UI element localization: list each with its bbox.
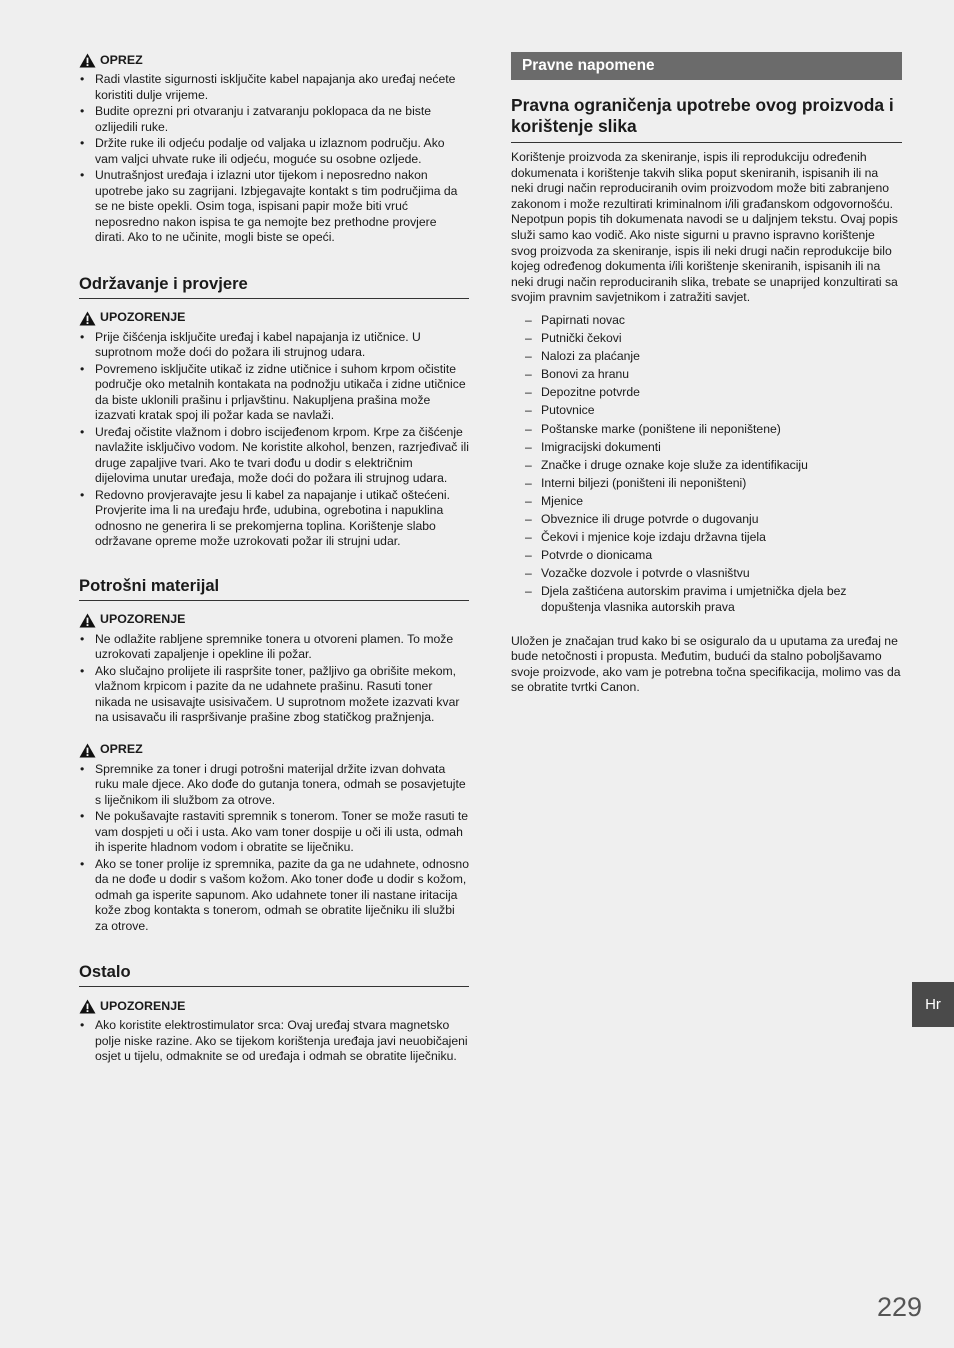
list-item: – Imigracijski dokumenti bbox=[511, 440, 902, 456]
notice-list bbox=[79, 72, 469, 246]
section-title-consumables: Potrošni materijal bbox=[79, 576, 469, 601]
list-item: • Prije čišćenja isključite uređaj i kabel napajanja iz utičnice. U suprotnom može doći do požara ili strujnog udara. bbox=[79, 330, 469, 361]
notice-label: UPOZORENJE bbox=[100, 612, 186, 627]
warning-triangle-icon bbox=[79, 999, 96, 1014]
section-title-other: Ostalo bbox=[79, 962, 469, 987]
list-item: – Potvrde o dionicama bbox=[511, 548, 902, 564]
language-tab: Hr bbox=[912, 982, 954, 1027]
notice-list bbox=[79, 632, 469, 726]
warning-notice-5 bbox=[79, 998, 469, 1065]
warning-notice-3 bbox=[79, 612, 469, 726]
list-item: • Ne odlažite rabljene spremnike tonera u otvoreni plamen. To može uzrokovati zapaljenje i opekline ili požar. bbox=[79, 632, 469, 663]
caution-notice-1 bbox=[79, 52, 469, 246]
warning-triangle-icon bbox=[79, 613, 96, 628]
list-item: • Ako koristite elektrostimulator srca: Ovaj uređaj stvara magnetsko polje niske razine. Ako se tijekom korištenja uređaja javi neuobičajeni osjet u tijelu, odmaknite se od uređaja i odmah se obratite liječniku. bbox=[79, 1018, 469, 1065]
list-item: • Budite oprezni pri otvaranju i zatvaranju poklopaca da ne biste ozlijedili ruke. bbox=[79, 104, 469, 135]
list-item: – Vozačke dozvole i potvrde o vlasništvu bbox=[511, 566, 902, 582]
warning-triangle-icon bbox=[79, 311, 96, 326]
page-title: Pravna ograničenja upotrebe ovog proizvoda i korištenje slika bbox=[511, 95, 902, 143]
list-item: – Obveznice ili druge potvrde o dugovanju bbox=[511, 512, 902, 528]
outro-paragraph: Uložen je značajan trud kako bi se osiguralo da u uputama za uređaj ne bude netočnosti i propusta. Međutim, budući da stalno poboljšavamo svoje proizvode, ako vam je potrebna točna specifikacija, molimo vas da se obratite tvrtki Canon. bbox=[511, 633, 901, 695]
list-item: – Djela zaštićena autorskim pravima i umjetnička djela bez dopuštenja vlasnika autorskih prava bbox=[511, 584, 902, 615]
list-item: • Redovno provjeravajte jesu li kabel za napajanje i utikač oštećeni. Provjerite ima li na uređaju hrđe, udubina, ogrebotina i napuklina odnosno ne generira li se prekomjerna toplina. Korištenje slabo održavane opreme može uzrokovati požar ili strujni udar. bbox=[79, 488, 469, 550]
warning-notice-2 bbox=[79, 310, 469, 550]
list-item: – Značke i druge oznake koje služe za identifikaciju bbox=[511, 458, 902, 474]
list-item: • Unutrašnjost uređaja i izlazni utor tijekom i neposredno nakon upotrebe jako su zagrijani. Izbjegavajte kontakt s tim područjima da se ne biste opekli. Osim toga, ispisani papir može biti vruć neposredno nakon ispisa te ga nemojte bez prethodne provjere dirati. Ako to ne učinite, mogli biste se opeći. bbox=[79, 168, 469, 246]
caution-notice-4 bbox=[79, 742, 469, 935]
list-item: – Depozitne potvrde bbox=[511, 385, 902, 401]
list-item: – Putnički čekovi bbox=[511, 331, 902, 347]
notice-list bbox=[79, 762, 469, 935]
list-item: • Ne pokušavajte rastaviti spremnik s tonerom. Toner se može rasuti te vam dospjeti u oči i usta. Ako vam toner dospije u oči ili usta, odmah ih isperite hladnom vodom i obratite se liječniku. bbox=[79, 809, 469, 856]
section-title-maintenance: Održavanje i provjere bbox=[79, 274, 469, 299]
list-item: • Ako se toner prolije iz spremnika, pazite da ga ne udahnete, odnosno da ne dođe u dodir s vašom kožom. Ako toner dođe u dodir s kožom, odmah ga isperite sapunom. Ako udahnete toner ili nastane iritacija kože zbog kontakta s tonerom, odmah se obratite liječniku ili službi za otrove. bbox=[79, 857, 469, 935]
warning-triangle-icon bbox=[79, 743, 96, 758]
list-item: • Radi vlastite sigurnosti isključite kabel napajanja ako uređaj nećete koristiti dulje vrijeme. bbox=[79, 72, 469, 103]
list-item: – Mjenice bbox=[511, 494, 902, 510]
list-item: • Spremnike za toner i drugi potrošni materijal držite izvan dohvata ruku male djece. Ako dođe do gutanja tonera, odmah se posavjetujte s liječnikom ili službom za otrove. bbox=[79, 762, 469, 809]
intro-paragraph: Korištenje proizvoda za skeniranje, ispis ili reprodukciju određenih dokumenata i korištenje takvih slika poput skeniranih, ispisanih ili na neki drugi način reproduciranih ovim proizvodom može biti zabranjeno zakonom i može rezultirati kriminalnom i/ili građanskom odgovornošću. Nepotpun popis tih dokumenata navodi se u daljnjem tekstu. Ovaj popis služi samo kao vodič. Ako niste sigurni u pravno ispravno korištenje svog proizvoda za skeniranje, ispis ili neki drugi način reprodukcije bilo kojeg određenog dokumenta i/ili korištenje skeniranih, ispisanih ili na neki drugi način reproduciranih slika, trebate se unaprijed konzultirati sa svojim pravnim savjetnikom i zatražiti savjet. bbox=[511, 150, 898, 305]
list-item: – Poštanske marke (poništene ili neponištene) bbox=[511, 422, 902, 438]
list-item: – Putovnice bbox=[511, 403, 902, 419]
list-item: – Interni biljezi (poništeni ili neponišteni) bbox=[511, 476, 902, 492]
left-column bbox=[79, 52, 469, 1066]
restricted-documents-list bbox=[511, 313, 902, 616]
notice-label: OPREZ bbox=[100, 52, 143, 67]
notice-label: UPOZORENJE bbox=[100, 998, 186, 1013]
list-item: • Uređaj očistite vlažnom i dobro iscijeđenom krpom. Krpe za čišćenje navlažite isključivo vodom. Ne koristite alkohol, benzen, razrjeđivač ili druge zapaljive tvari. Ako te tvari dođu u dodir s električnim dijelovima unutar uređaja, može doći do požara ili strujnog udara. bbox=[79, 425, 469, 487]
list-item: – Papirnati novac bbox=[511, 313, 902, 329]
list-item: – Nalozi za plaćanje bbox=[511, 349, 902, 365]
list-item: – Čekovi i mjenice koje izdaju državna tijela bbox=[511, 530, 902, 546]
notice-label: OPREZ bbox=[100, 742, 143, 757]
right-column bbox=[511, 52, 902, 696]
notice-list bbox=[79, 1018, 469, 1065]
list-item: • Ako slučajno prolijete ili raspršite toner, pažljivo ga obrišite mekom, vlažnom krpicom i pazite da ne udahnete prašinu. Rasuti toner nikada ne usisavajte usisivačem. U suprotnom možete izazvati kvar na usisavaču ili raspršivanje prašine zbog statičkog pražnjenja. bbox=[79, 664, 469, 726]
list-item: – Bonovi za hranu bbox=[511, 367, 902, 383]
notice-list bbox=[79, 330, 469, 550]
list-item: • Držite ruke ili odjeću podalje od valjaka u izlaznom području. Ako vam valjci uhvate ruke ili odjeću, moguće su osobne ozljede. bbox=[79, 136, 469, 167]
notice-label: UPOZORENJE bbox=[100, 310, 186, 325]
section-bar-legal-notices: Pravne napomene bbox=[511, 52, 902, 80]
page-number: 229 bbox=[876, 1292, 922, 1322]
warning-triangle-icon bbox=[79, 53, 96, 68]
list-item: • Povremeno isključite utikač iz zidne utičnice i suhom krpom očistite područje oko metalnih kontakata na podnožju utikača i zidne utičnice da biste uklonili prašinu i prljavštinu. Nakupljena prašina može izazvati kratak spoj ili požar kada se navlaži. bbox=[79, 362, 469, 424]
